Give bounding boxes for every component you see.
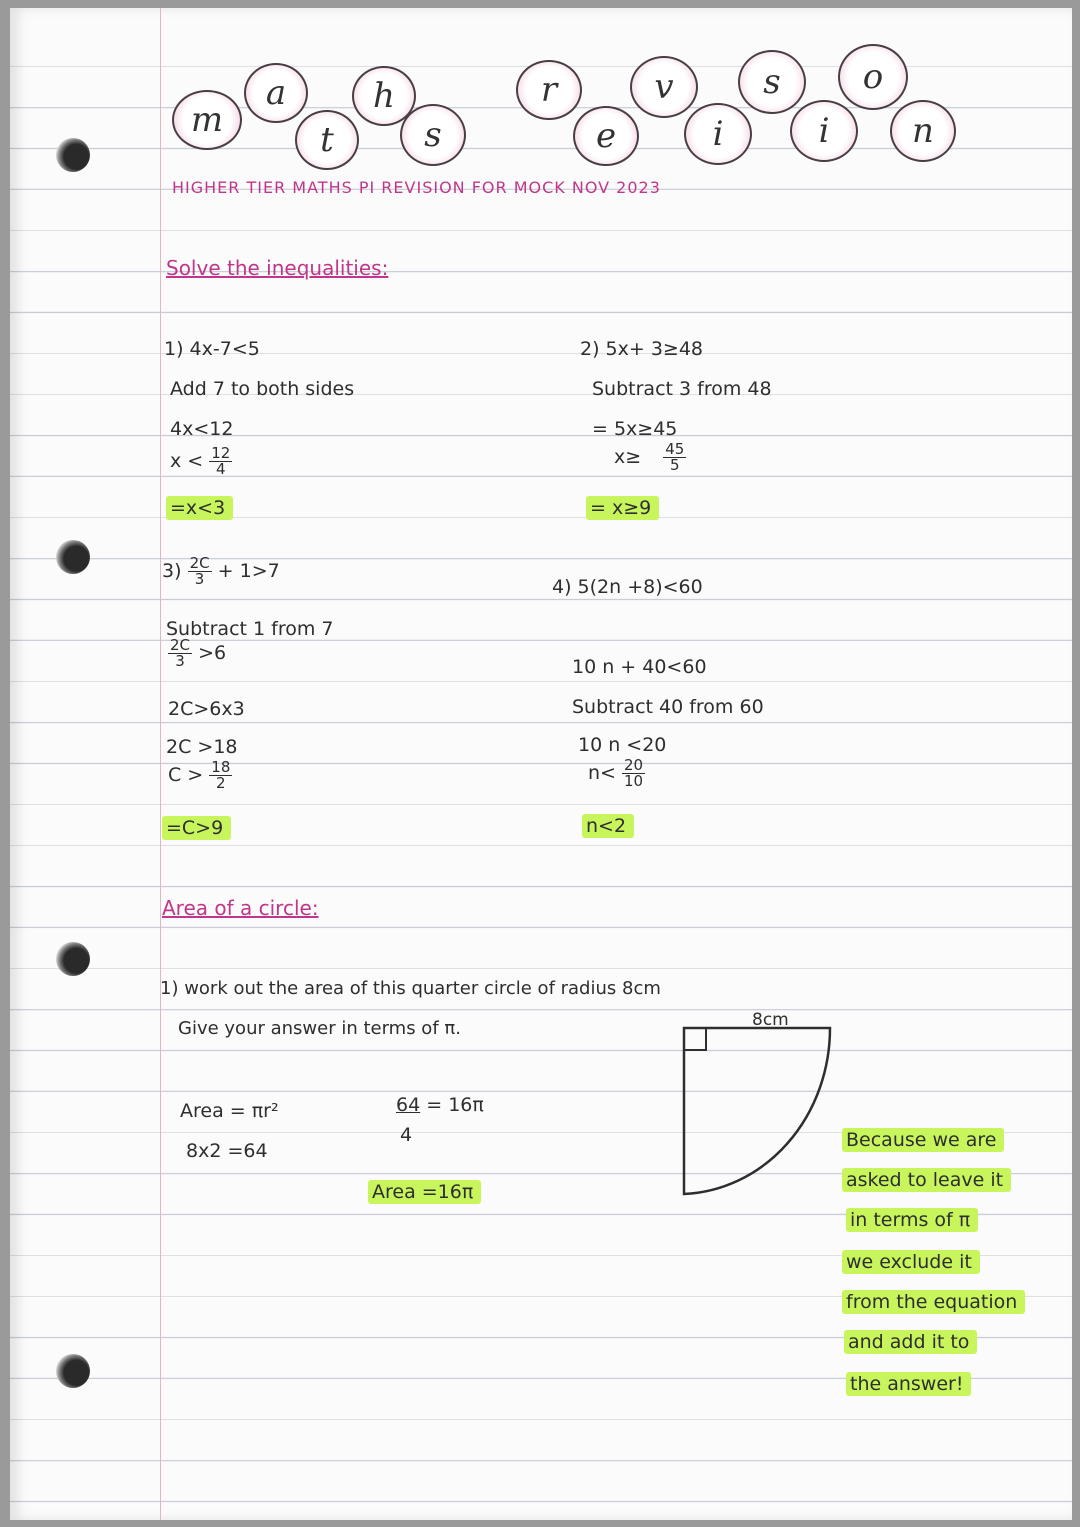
fraction-numerator: 2C xyxy=(189,554,210,572)
q3-step: 2C>6x3 xyxy=(168,698,245,720)
radius-label: 8cm xyxy=(752,1010,789,1030)
quarter-circle-shape xyxy=(684,1028,830,1194)
q3-answer: =C>9 xyxy=(162,816,231,840)
fraction-denominator: 3 xyxy=(194,570,205,588)
title-letter: s xyxy=(738,50,806,114)
title-letter: o xyxy=(838,44,908,110)
q1-step xyxy=(170,446,232,477)
q3-step xyxy=(168,638,226,669)
q3-question-rest: + 1>7 xyxy=(217,560,280,582)
fraction-numerator: 12 xyxy=(211,444,231,462)
fraction-numerator: 18 xyxy=(211,758,231,776)
side-note-line: in terms of π xyxy=(846,1208,978,1232)
fraction-denominator: 10 xyxy=(624,772,644,790)
q1-step: Add 7 to both sides xyxy=(170,378,355,400)
title-letter: r xyxy=(516,60,582,120)
side-note-line: and add it to xyxy=(844,1330,977,1354)
q2-step: = 5x≥45 xyxy=(592,418,678,440)
area-answer: Area =16π xyxy=(368,1180,481,1204)
title-letter: i xyxy=(684,103,752,165)
q3-step-lhs: C > xyxy=(168,764,204,786)
fraction-numerator: 45 xyxy=(665,440,685,458)
title-letter: a xyxy=(244,63,308,123)
quarter-circle-diagram xyxy=(678,1022,838,1202)
area-fraction-rest: = 16π xyxy=(426,1094,484,1116)
notebook-page xyxy=(10,8,1072,1520)
fraction-numerator: 2C xyxy=(170,636,191,654)
q2-step-lhs: x≥ xyxy=(614,446,642,468)
title-letter: s xyxy=(400,104,466,166)
fraction-denominator: 5 xyxy=(669,456,680,474)
area-question-line2: Give your answer in terms of π. xyxy=(178,1018,461,1039)
area-question-line1: 1) work out the area of this quarter circle of radius 8cm xyxy=(160,978,661,999)
fraction xyxy=(209,446,232,477)
title-letter: m xyxy=(172,90,242,150)
title-letter: h xyxy=(352,66,416,126)
side-note-line: asked to leave it xyxy=(842,1168,1011,1192)
punch-hole xyxy=(56,1354,90,1388)
q3-step: 2C >18 xyxy=(166,736,238,758)
fraction xyxy=(168,638,192,669)
fraction-denominator: 3 xyxy=(175,652,185,670)
q3-step: Subtract 1 from 7 xyxy=(166,618,334,640)
q2-step: Subtract 3 from 48 xyxy=(592,378,772,400)
q4-question: 4) 5(2n +8)<60 xyxy=(552,576,703,598)
q1-answer: =x<3 xyxy=(166,496,233,520)
page-subtitle: HIGHER TIER MATHS PI REVISION FOR MOCK NOV 2023 xyxy=(172,178,661,197)
q2-question: 2) 5x+ 3≥48 xyxy=(580,338,704,360)
margin-line xyxy=(160,8,161,1520)
section-heading-area: Area of a circle: xyxy=(162,896,319,920)
area-working xyxy=(396,1094,484,1116)
fraction xyxy=(188,556,212,587)
fraction-denominator: 2 xyxy=(216,774,226,792)
section-heading-inequalities: Solve the inequalities: xyxy=(166,256,389,280)
title-letter: v xyxy=(630,56,698,118)
title-letter: i xyxy=(790,100,858,162)
area-working: 8x2 =64 xyxy=(186,1140,268,1162)
q3-question xyxy=(162,556,280,587)
q1-step-lhs: x < xyxy=(170,450,204,472)
q4-step: 10 n <20 xyxy=(578,734,667,756)
right-angle-marker xyxy=(684,1028,706,1050)
side-note-line: Because we are xyxy=(842,1128,1004,1152)
q2-step xyxy=(614,442,686,473)
q4-step: Subtract 40 from 60 xyxy=(572,696,764,718)
q3-step xyxy=(168,760,232,791)
q4-step xyxy=(588,758,645,789)
q3-label: 3) xyxy=(162,560,182,582)
title-letter: n xyxy=(890,100,956,162)
title-letter: t xyxy=(295,110,359,170)
q4-step-lhs: n< xyxy=(588,762,616,784)
q1-step: 4x<12 xyxy=(170,418,234,440)
fraction xyxy=(209,760,232,791)
title-letter: e xyxy=(573,106,639,166)
q2-answer: = x≥9 xyxy=(586,496,659,520)
fraction xyxy=(622,758,645,789)
punch-hole xyxy=(56,138,90,172)
area-working: Area = πr² xyxy=(180,1100,279,1122)
area-fraction-numerator: 64 xyxy=(396,1094,421,1116)
side-note-line: we exclude it xyxy=(842,1250,980,1274)
fraction-numerator: 20 xyxy=(624,756,644,774)
side-note-line: from the equation xyxy=(842,1290,1025,1314)
side-note-line: the answer! xyxy=(846,1372,971,1396)
q4-answer: n<2 xyxy=(582,814,634,838)
fraction xyxy=(663,442,686,473)
area-fraction-denominator: 4 xyxy=(400,1124,413,1146)
q1-question: 1) 4x-7<5 xyxy=(164,338,260,360)
q3-step-rest: >6 xyxy=(198,642,227,664)
punch-hole xyxy=(56,540,90,574)
q4-step: 10 n + 40<60 xyxy=(572,656,707,678)
punch-hole xyxy=(56,942,90,976)
fraction-denominator: 4 xyxy=(216,460,226,478)
